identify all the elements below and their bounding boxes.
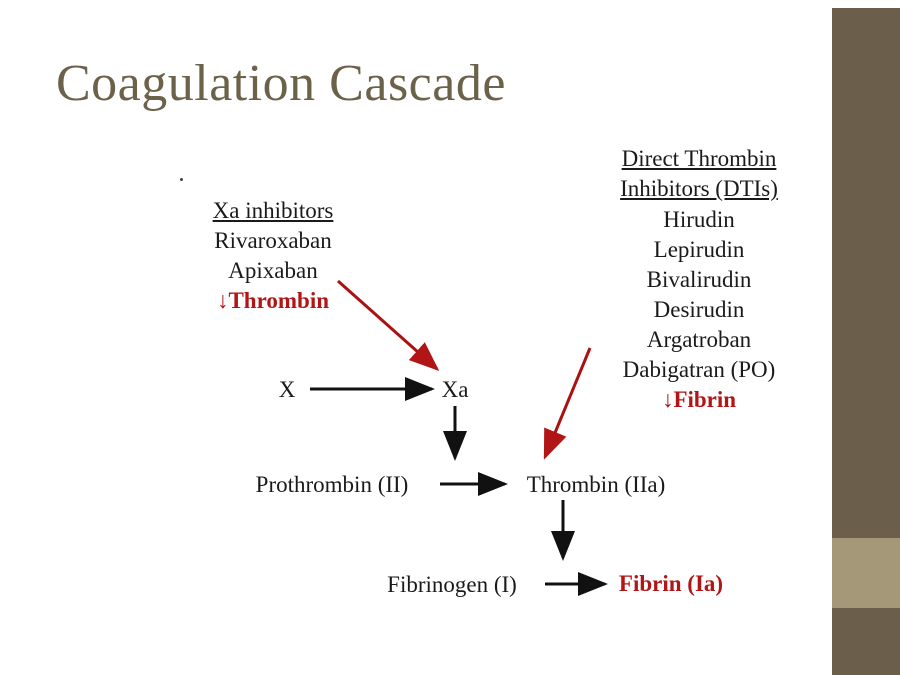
dti-drug-argatroban: Argatroban [646,327,752,352]
cascade-node-factor-xa: Xa [441,377,469,402]
dti-drug-hirudin: Hirudin [663,207,735,232]
cascade-node-prothrombin: Prothrombin (II) [255,472,409,497]
page-title: Coagulation Cascade [56,55,506,112]
cascade-node-factor-x: X [278,377,296,402]
dti-drug-dabigatran: Dabigatran (PO) [622,357,776,382]
dti-heading-line2-label: Inhibitors (DTIs) [620,176,778,201]
xa-inhibitor-drug-apixaban: Apixaban [228,258,318,283]
dti-heading-line1-label: Direct Thrombin [621,146,777,171]
dti-drug-bivalirudin: Bivalirudin [646,267,752,292]
dti-effect: ↓Fibrin [661,387,737,412]
xa-inhibitors-heading-label: Xa inhibitors [212,198,334,223]
xa-inhibitors-heading [213,198,334,224]
xa-inhibitor-drug-rivaroxaban: Rivaroxaban [214,228,332,253]
stray-dot-mark [180,178,183,181]
cascade-node-fibrin: Fibrin (Ia) [618,571,724,596]
cascade-node-thrombin: Thrombin (IIa) [526,472,666,497]
arrow-dtis-to-thrombin [545,348,590,457]
dti-heading-line1 [622,146,777,172]
cascade-node-fibrinogen: Fibrinogen (I) [387,572,517,597]
xa-inhibitors-effect: ↓Thrombin [216,288,330,313]
dti-drug-desirudin: Desirudin [653,297,745,322]
arrow-xa-inhibitors-to-xa [338,281,437,369]
band-top-gap [832,0,900,8]
right-accent-block [832,538,900,608]
dti-heading-line2 [620,176,778,202]
dti-drug-lepirudin: Lepirudin [653,237,745,262]
